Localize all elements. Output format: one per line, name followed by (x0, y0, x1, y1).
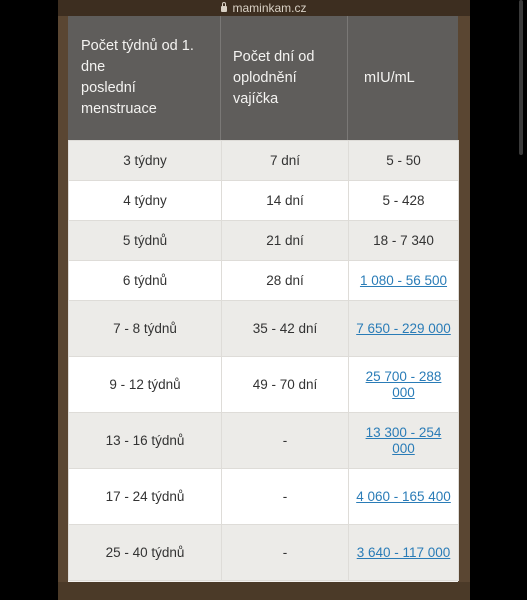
hcg-table (68, 140, 459, 581)
cell-weeks: 4 týdny (69, 181, 222, 221)
lock-icon (221, 6, 227, 12)
cell-hcg: 18 - 7 340 (349, 221, 459, 261)
cell-days: 49 - 70 dní (222, 357, 349, 413)
cell-days: - (222, 469, 349, 525)
cell-weeks: 7 - 8 týdnů (69, 301, 222, 357)
cell-hcg (349, 469, 459, 525)
cell-days: 28 dní (222, 261, 349, 301)
hcg-link[interactable]: 4 060 - 165 400 (356, 488, 451, 504)
domain-label: maminkam.cz (232, 1, 307, 15)
cell-weeks: 5 týdnů (69, 221, 222, 261)
page-footer-strip (58, 582, 470, 600)
hcg-table-card (68, 16, 458, 582)
cell-hcg (349, 413, 459, 469)
cell-days: 7 dní (222, 141, 349, 181)
cell-weeks: 25 - 40 týdnů (69, 525, 222, 581)
header-weeks: Počet týdnů od 1. dne poslední menstruace (81, 38, 194, 117)
cell-days: - (222, 413, 349, 469)
cell-hcg (349, 357, 459, 413)
cell-days: 35 - 42 dní (222, 301, 349, 357)
cell-weeks: 9 - 12 týdnů (69, 357, 222, 413)
page (58, 0, 470, 600)
cell-weeks: 17 - 24 týdnů (69, 469, 222, 525)
cell-hcg (349, 261, 459, 301)
cell-weeks: 13 - 16 týdnů (69, 413, 222, 469)
hcg-link[interactable]: 13 300 - 254 000 (365, 424, 442, 456)
table-row (69, 525, 459, 581)
table-row (69, 301, 459, 357)
cell-hcg: 5 - 50 (349, 141, 459, 181)
cell-hcg (349, 301, 459, 357)
table-row (69, 469, 459, 525)
table-row (69, 181, 459, 221)
hcg-link[interactable]: 1 080 - 56 500 (359, 272, 448, 288)
hcg-link[interactable]: 3 640 - 117 000 (356, 544, 451, 560)
table-row (69, 357, 459, 413)
address-bar[interactable] (58, 0, 470, 16)
scrollbar[interactable] (519, 0, 523, 155)
cell-weeks: 6 týdnů (69, 261, 222, 301)
hcg-link[interactable]: 7 650 - 229 000 (356, 320, 451, 336)
cell-weeks: 3 týdny (69, 141, 222, 181)
cell-hcg (349, 525, 459, 581)
cell-days: 21 dní (222, 221, 349, 261)
cell-days: - (222, 525, 349, 581)
table-row (69, 261, 459, 301)
table-header (68, 16, 458, 140)
table-row (69, 141, 459, 181)
hcg-link[interactable]: 25 700 - 288 000 (365, 368, 442, 400)
table-row (69, 413, 459, 469)
cell-days: 14 dní (222, 181, 349, 221)
cell-hcg: 5 - 428 (349, 181, 459, 221)
table-row (69, 221, 459, 261)
header-days: Počet dní od oplodnění vajíčka (233, 48, 315, 107)
header-miu: mIU/mL (364, 69, 415, 86)
